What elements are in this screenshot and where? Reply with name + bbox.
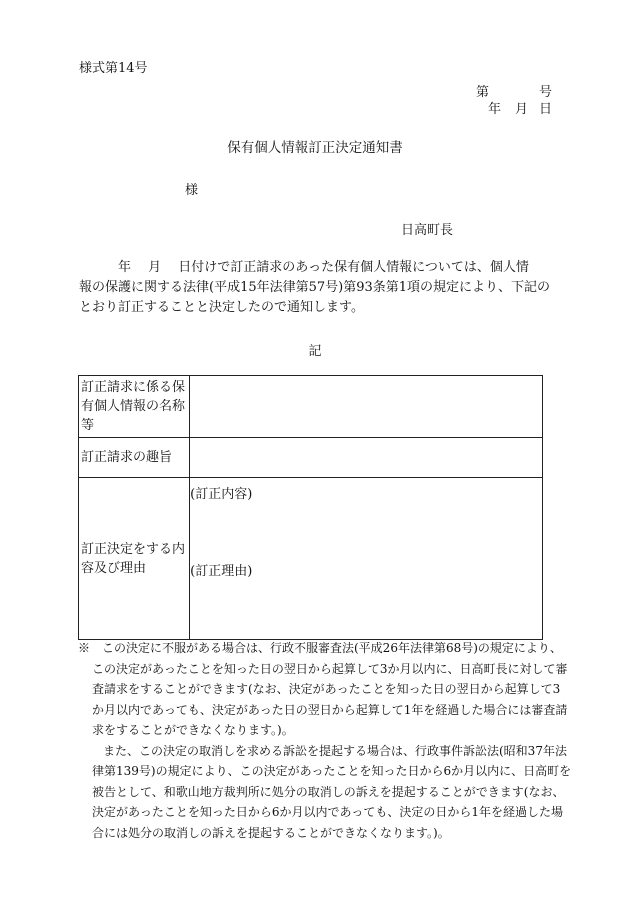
note-line: また、この決定の取消しを求める訴訟を提起する場合は、行政事件訴訟法(昭和37年法 [103,743,567,758]
table-row [79,478,543,640]
date-day: 日 [538,102,552,117]
document-number-prefix: 第 [476,85,490,100]
info-table [78,375,543,640]
body-line: 報の保護に関する法律(平成15年法律第57号)第93条第1項の規定により、下記の [79,280,551,295]
body-line: とおり訂正することと決定したので通知します。 [79,300,364,315]
issuer: 日高町長 [401,223,454,238]
document-number-suffix: 号 [538,85,552,100]
notes [78,638,572,843]
row-header-request-purpose: 訂正請求の趣旨 [79,438,190,478]
note-line: 求をすることができなくなります。)。 [92,723,294,737]
row-header-decision: 訂正決定をする内容及び理由 [79,478,190,640]
document-title: 保有個人情報訂正決定通知書 [227,140,403,156]
body-paragraph [79,258,553,318]
note-line: 被告として、和歌山地方裁判所に処分の取消しの訴えを提起することができます(なお、 [92,784,565,799]
addressee: 様 [185,183,199,198]
note-line: か月以内であっても、決定があった日の翌日から起算して1年を経過した場合には審査請 [92,702,568,717]
table-row [79,438,543,478]
date-year: 年 [488,102,502,117]
body-line: 年 月 日付けで訂正請求のあった保有個人情報については、個人情 [79,260,529,275]
note-line: 律第139号)の規定により、この決定があったことを知った日から6か月以内に、日高町を [92,764,572,778]
note-line: 決定があったことを知った日から6か月以内であっても、決定の日から1年を経過した場 [92,805,564,819]
note-line: 合には処分の取消しの訴えを提起することができなくなります。)。 [92,825,450,840]
row-value-info-name [190,376,543,438]
note-line: ※ この決定に不服がある場合は、行政不服審査法(平成26年法律第68号)の規定により、 [78,641,562,655]
date-month: 月 [515,102,529,117]
correction-reason-label: (訂正理由) [190,564,253,579]
note-line: 査請求をすることができます(なお、決定があったことを知った日の翌日から起算して3 [92,682,561,696]
ki-heading: 記 [308,344,322,359]
form-number: 様式第14号 [79,61,148,76]
table-row [79,376,543,438]
note-line: この決定があったことを知った日の翌日から起算して3か月以内に、日高町長に対して審 [92,661,568,676]
row-value-decision [190,478,543,640]
row-value-request-purpose [190,438,543,478]
correction-content-label: (訂正内容) [190,487,253,502]
row-header-info-name: 訂正請求に係る保有個人情報の名称等 [79,376,190,438]
